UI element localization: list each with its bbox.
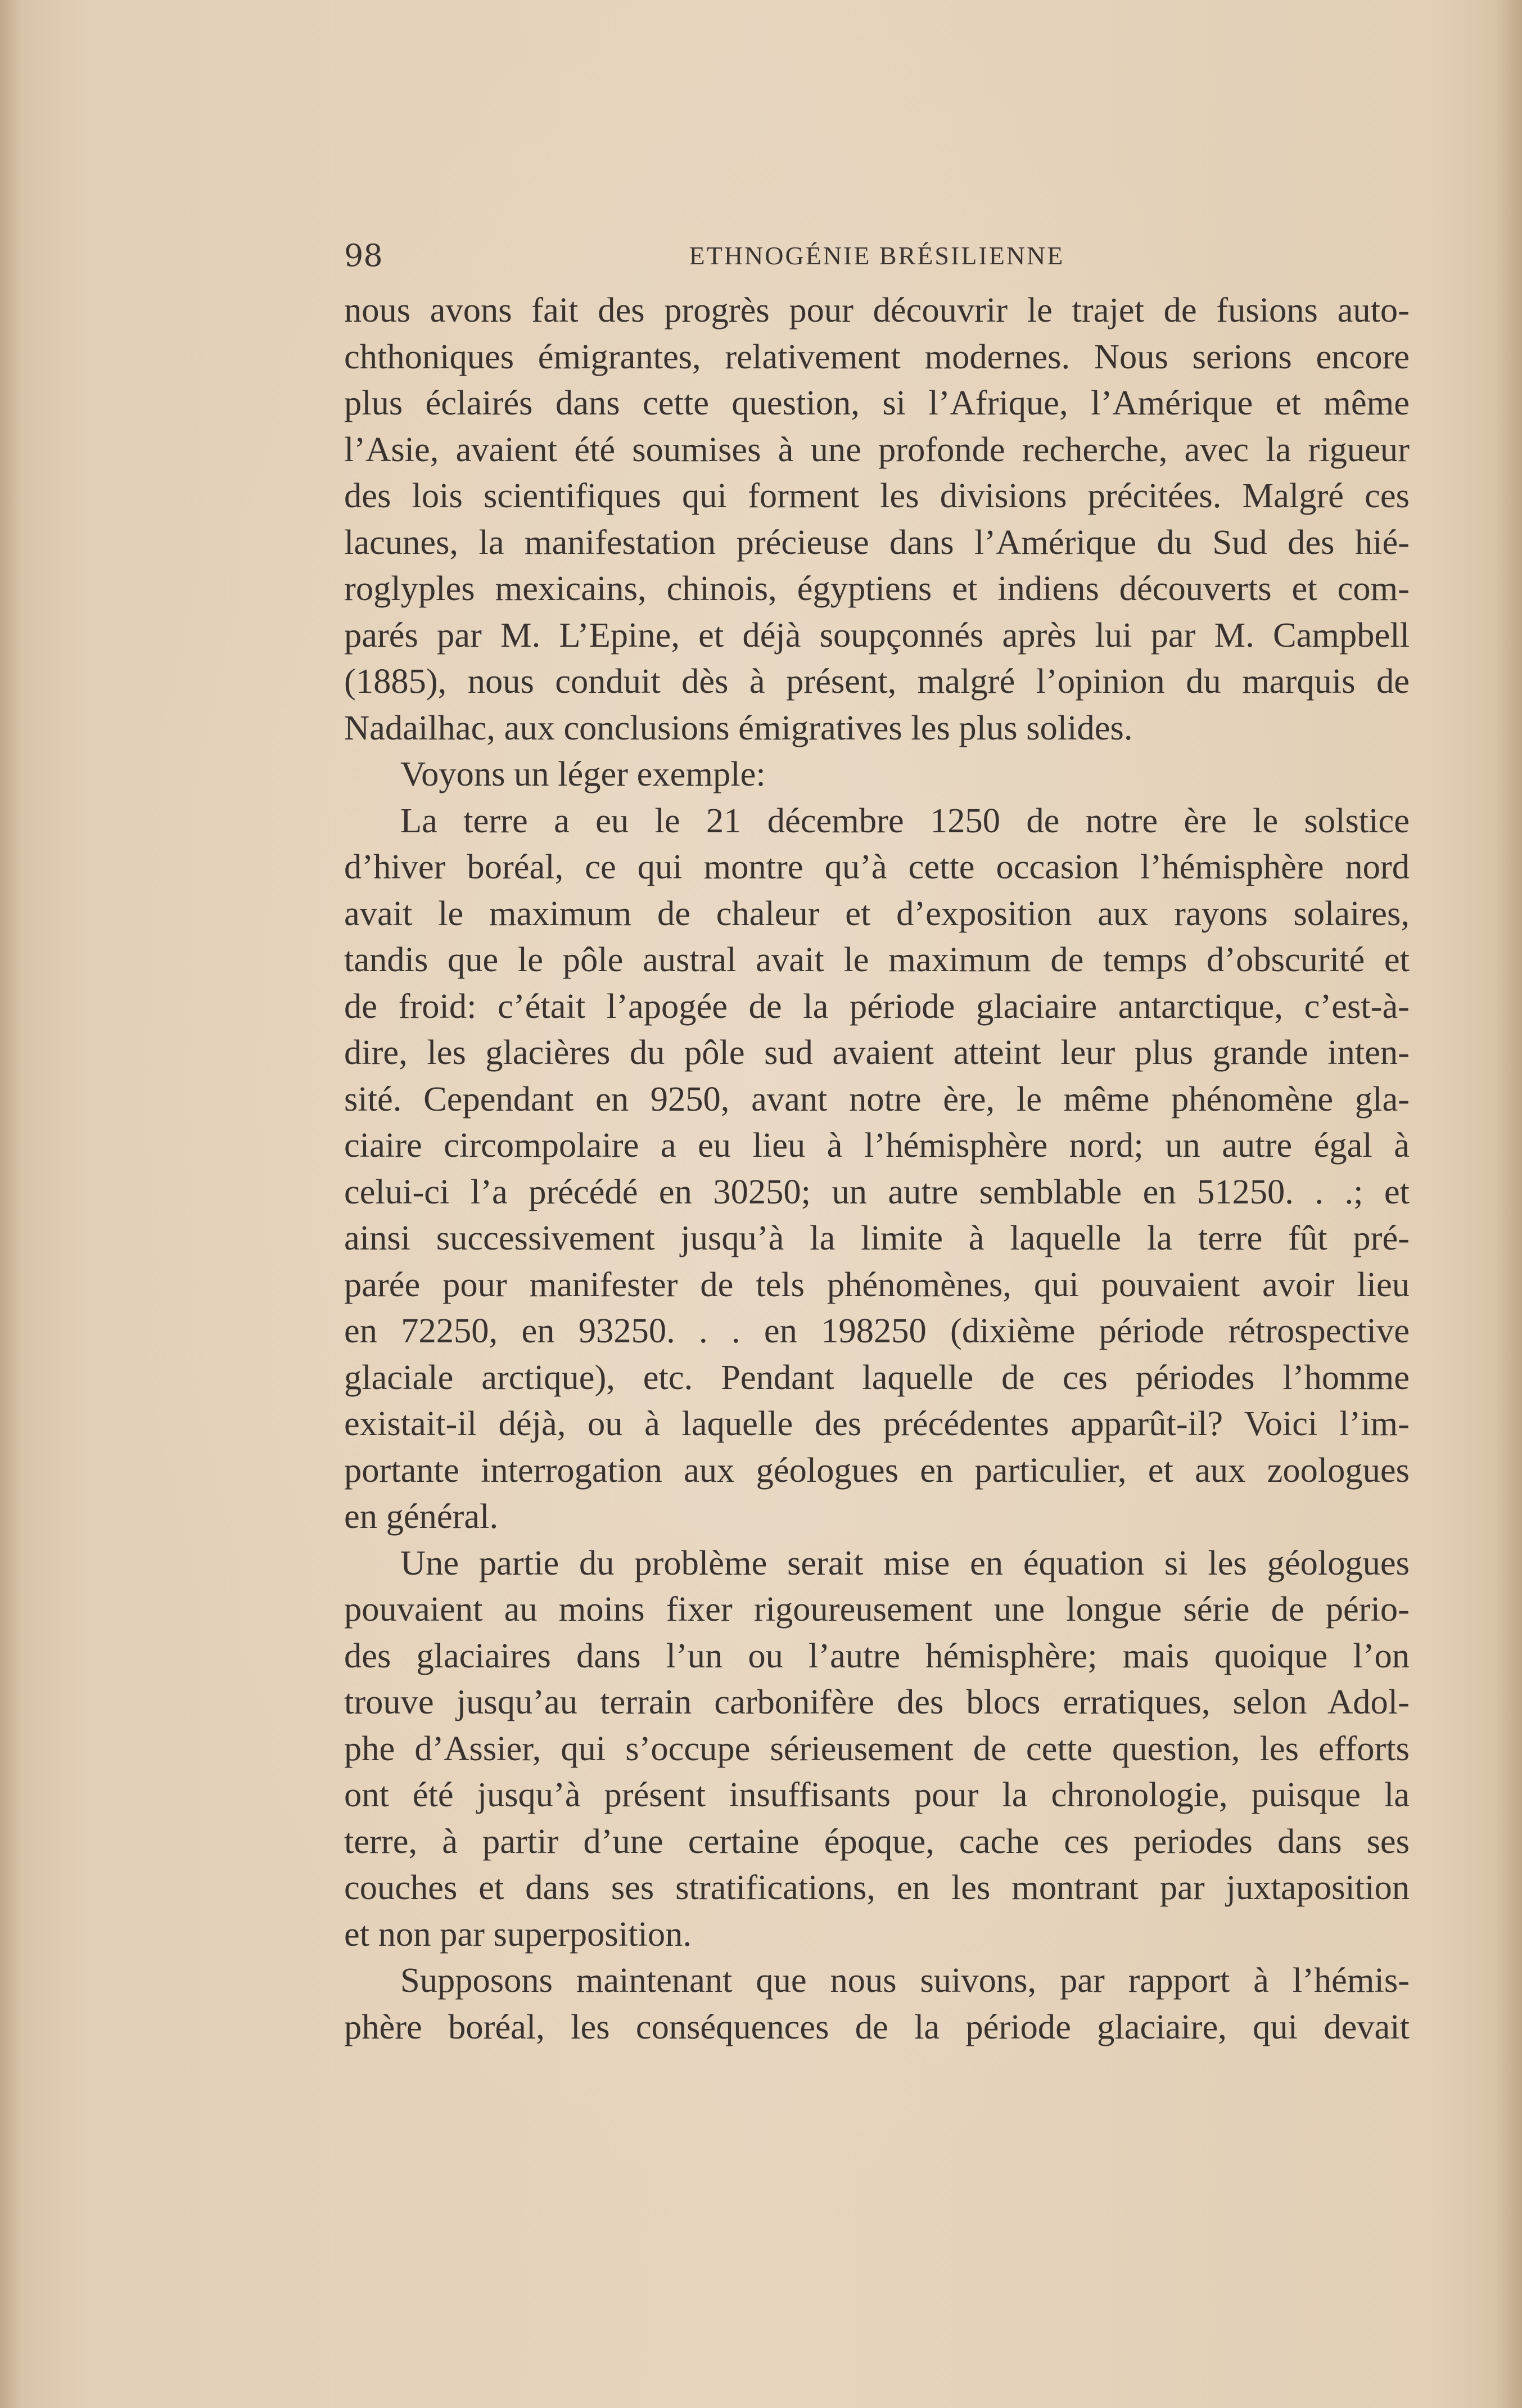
text-line: ainsi successivement jusqu’à la limite à laquelle la terre fût pré- — [344, 1218, 1410, 1257]
text-line: pouvaient au moins fixer rigoureusement une longue série de pério- — [344, 1589, 1410, 1629]
text-line: plus éclairés dans cette question, si l’Afrique, l’Amérique et même — [344, 383, 1410, 422]
text-line: Une partie du problème serait mise en équation si les géologues — [400, 1543, 1410, 1582]
text-line: existait-il déjà, ou à laquelle des précédentes apparût-il? Voici l’im- — [344, 1404, 1410, 1443]
text-line: celui-ci l’a précédé en 30250; un autre semblable en 51250. . .; et — [344, 1171, 1410, 1211]
text-line: terre, à partir d’une certaine époque, cache ces periodes dans ses — [344, 1821, 1410, 1861]
page-number: 98 — [344, 238, 383, 273]
text-line: trouve jusqu’au terrain carbonifère des blocs erratiques, selon Adol- — [344, 1682, 1410, 1721]
text-line: roglyples mexicains, chinois, égyptiens et indiens découverts et com- — [344, 569, 1410, 608]
text-line: avait le maximum de chaleur et d’exposition aux rayons solaires, — [344, 893, 1410, 933]
text-line: couches et dans ses stratifications, en les montrant par juxtaposition — [344, 1868, 1410, 1907]
text-line: des glaciaires dans l’un ou l’autre hémisphère; mais quoique l’on — [344, 1635, 1410, 1675]
text-line: sité. Cependant en 9250, avant notre ère, le même phénomène gla- — [344, 1079, 1410, 1119]
body-text — [344, 287, 1410, 2050]
text-line: l’Asie, avaient été soumises à une profonde recherche, avec la rigueur — [344, 429, 1410, 469]
text-line: Supposons maintenant que nous suivons, par rapport à l’hémis- — [400, 1960, 1410, 2000]
text-line: nous avons fait des progrès pour découvrir le trajet de fusions auto- — [344, 290, 1410, 330]
text-line: d’hiver boréal, ce qui montre qu’à cette occasion l’hémisphère nord — [344, 847, 1410, 886]
text-line: en général. — [344, 1496, 499, 1536]
text-line: glaciale arctique), etc. Pendant laquelle de ces périodes l’homme — [344, 1357, 1410, 1397]
text-line: lacunes, la manifestation précieuse dans l’Amérique du Sud des hié- — [344, 522, 1410, 562]
text-line: dire, les glacières du pôle sud avaient atteint leur plus grande inten- — [344, 1032, 1410, 1072]
text-line: et non par superposition. — [344, 1914, 692, 1954]
text-line: de froid: c’était l’apogée de la période glaciaire antarctique, c’est-à- — [344, 986, 1410, 1026]
text-line: des lois scientifiques qui forment les divisions précitées. Malgré ces — [344, 476, 1410, 515]
page-edge-left — [0, 0, 22, 2408]
running-title: ETHNOGÉNIE BRÉSILIENNE — [689, 241, 1065, 270]
page-header — [344, 231, 1410, 281]
page-edge-right — [1494, 0, 1522, 2408]
text-line: chthoniques émigrantes, relativement modernes. Nous serions encore — [344, 336, 1410, 376]
text-line: tandis que le pôle austral avait le maximum de temps d’obscurité et — [344, 940, 1410, 979]
text-line: La terre a eu le 21 décembre 1250 de notre ère le solstice — [400, 800, 1410, 840]
text-line: Nadailhac, aux conclusions émigratives les plus solides. — [344, 707, 1133, 747]
text-line: ciaire circompolaire a eu lieu à l’hémisphère nord; un autre égal à — [344, 1125, 1410, 1165]
text-line: ont été jusqu’à présent insuffisants pour la chronologie, puisque la — [344, 1775, 1410, 1814]
text-line: phère boréal, les conséquences de la période glaciaire, qui devait — [344, 2006, 1410, 2046]
text-line: (1885), nous conduit dès à présent, malgré l’opinion du marquis de — [344, 661, 1410, 701]
text-line: portante interrogation aux géologues en particulier, et aux zoologues — [344, 1450, 1410, 1490]
text-line: parée pour manifester de tels phénomènes, qui pouvaient avoir lieu — [344, 1264, 1410, 1304]
text-line: Voyons un léger exemple: — [400, 754, 766, 793]
text-line: parés par M. L’Epine, et déjà soupçonnés après lui par M. Campbell — [344, 615, 1410, 655]
text-line: phe d’Assier, qui s’occupe sérieusement de cette question, les efforts — [344, 1728, 1410, 1768]
text-line: en 72250, en 93250. . . en 198250 (dixième période rétrospective — [344, 1311, 1410, 1350]
